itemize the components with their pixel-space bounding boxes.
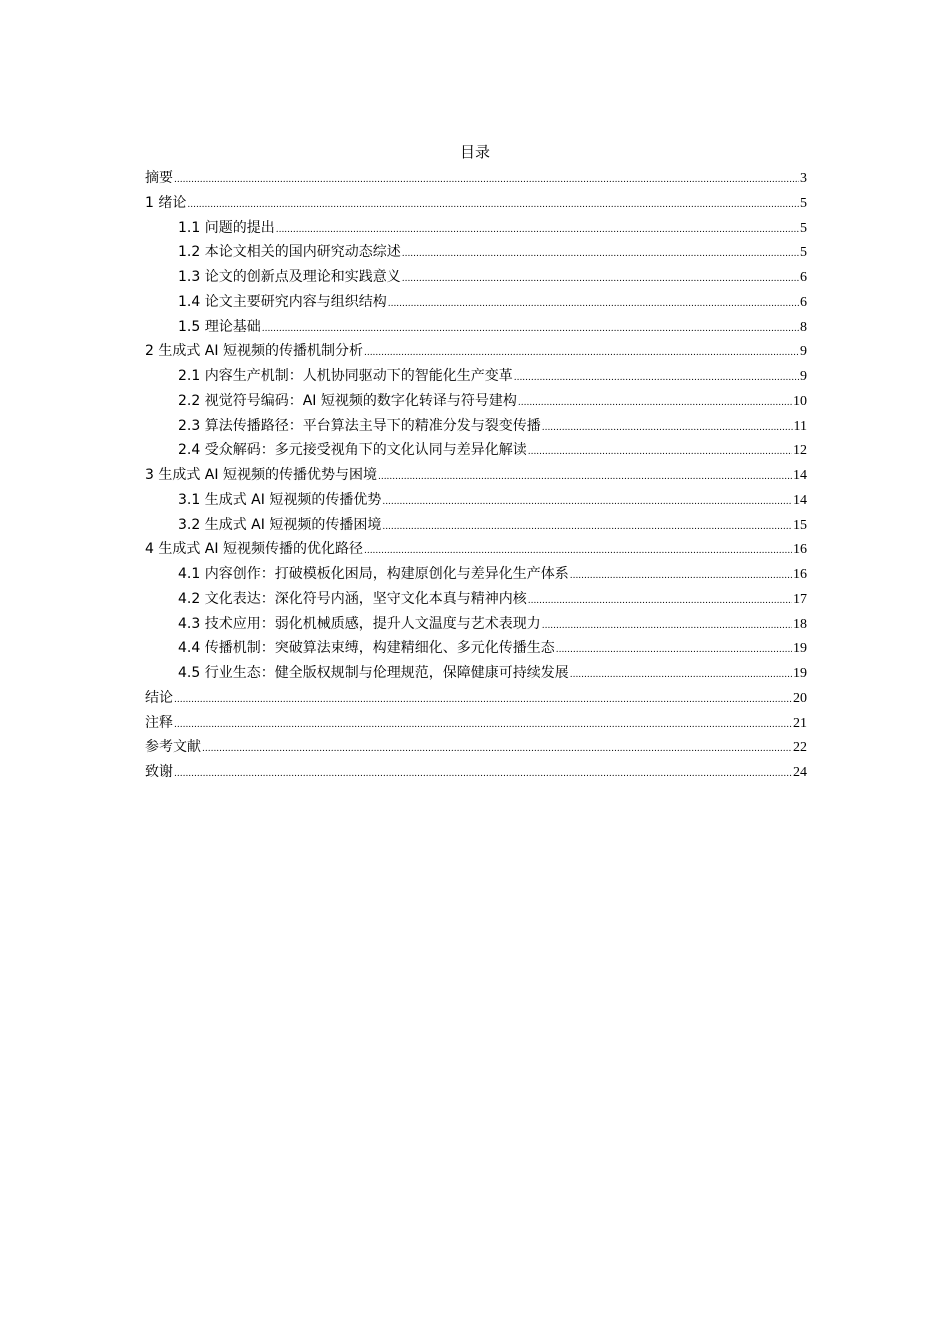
toc-entry-text: 2.1 内容生产机制：人机协同驱动下的智能化生产变革: [178, 368, 513, 384]
toc-dot-leader: [542, 416, 793, 441]
toc-dot-leader: [174, 713, 792, 738]
toc-dot-leader: [514, 366, 799, 391]
toc-entry[interactable]: [145, 686, 807, 711]
toc-entry[interactable]: [145, 216, 807, 241]
toc-dot-leader: [388, 292, 799, 317]
toc-entry[interactable]: [145, 438, 807, 463]
toc-dot-leader: [262, 317, 799, 342]
toc-page-number: 17: [793, 591, 807, 607]
toc-entry-text: 3.1 生成式 AI 短视频的传播优势: [178, 491, 382, 508]
toc-entry-text: 1.5 理论基础: [178, 318, 261, 335]
toc-page-number: 19: [793, 641, 807, 657]
toc-dot-leader: [556, 638, 792, 663]
toc-page-number: 14: [793, 468, 807, 483]
toc-entry-text: 1.1 问题的提出: [178, 219, 275, 236]
toc-page-number: 10: [793, 393, 807, 409]
toc-entry-text: 结论: [145, 689, 173, 706]
toc-entry[interactable]: [145, 265, 807, 290]
toc-page-number: 14: [793, 492, 807, 508]
toc-entry[interactable]: [145, 339, 807, 364]
toc-dot-leader: [518, 391, 792, 416]
toc-entry[interactable]: [145, 414, 807, 439]
toc-entry[interactable]: [145, 389, 807, 414]
toc-entry-text: 致谢: [145, 764, 173, 780]
toc-page-number: 15: [793, 517, 807, 533]
toc-entry-text: 1.3 论文的创新点及理论和实践意义: [178, 269, 401, 285]
toc-dot-leader: [382, 490, 792, 515]
toc-entry[interactable]: [145, 488, 807, 513]
toc-dot-leader: [570, 663, 792, 688]
toc-dot-leader: [570, 564, 792, 589]
toc-entry-text: 4.3 技术应用：弱化机械质感，提升人文温度与艺术表现力: [178, 615, 541, 632]
toc-entry-text: 摘要: [145, 170, 173, 186]
toc-title: 目录: [459, 143, 490, 161]
toc-page-number: 3: [800, 171, 807, 186]
toc-page-number: 5: [800, 195, 807, 211]
toc-dot-leader: [402, 267, 799, 292]
toc-page-number: 6: [800, 270, 807, 285]
toc-entry-text: 2 生成式 AI 短视频的传播机制分析: [145, 343, 363, 360]
toc-entry[interactable]: [145, 513, 807, 538]
toc-page-number: 8: [800, 319, 807, 335]
toc-entry-text: 4.1 内容创作：打破模板化困局，构建原创化与差异化生产体系: [178, 566, 569, 582]
toc-page-number: 18: [793, 616, 807, 632]
toc-entry[interactable]: [145, 166, 807, 191]
toc-entry-text: 1.2 本论文相关的国内研究动态综述: [178, 244, 401, 261]
toc-page-number: 5: [800, 220, 807, 236]
toc-entry[interactable]: [145, 290, 807, 315]
toc-page-number: 5: [800, 245, 807, 261]
toc-entry-text: 4.5 行业生态：健全版权规制与伦理规范，保障健康可持续发展: [178, 665, 569, 681]
toc-dot-leader: [187, 193, 799, 218]
toc-entry[interactable]: [145, 364, 807, 389]
toc-entry-text: 4.4 传播机制：突破算法束缚，构建精细化、多元化传播生态: [178, 640, 555, 657]
toc-dot-leader: [542, 614, 792, 639]
toc-page-number: 24: [793, 765, 807, 780]
toc-page-number: 20: [793, 690, 807, 706]
toc-entry-text: 参考文献: [145, 739, 201, 756]
toc-entry-text: 2.4 受众解码：多元接受视角下的文化认同与差异化解读: [178, 442, 527, 459]
toc-entry-text: 2.2 视觉符号编码：AI 短视频的数字化转译与符号建构: [178, 392, 517, 409]
toc-dot-leader: [174, 762, 792, 787]
toc-entry[interactable]: [145, 537, 807, 562]
toc-entry[interactable]: [145, 562, 807, 587]
toc-dot-leader: [174, 688, 792, 713]
toc-dot-leader: [528, 589, 792, 614]
toc-entry-text: 1.4 论文主要研究内容与组织结构: [178, 293, 387, 310]
toc-dot-leader: [382, 515, 792, 540]
toc-entry-text: 3.2 生成式 AI 短视频的传播困境: [178, 516, 382, 533]
toc-entry-text: 注释: [145, 714, 173, 731]
toc-page-number: 19: [793, 666, 807, 681]
toc-list: [145, 166, 807, 785]
toc-page-number: 22: [793, 740, 807, 756]
toc-entry[interactable]: [145, 661, 807, 686]
toc-entry[interactable]: [145, 315, 807, 340]
toc-dot-leader: [364, 539, 792, 564]
toc-entry[interactable]: [145, 240, 807, 265]
toc-entry-text: 3 生成式 AI 短视频的传播优势与困境: [145, 467, 377, 483]
toc-entry[interactable]: [145, 711, 807, 736]
toc-page-number: 6: [800, 294, 807, 310]
toc-page-number: 12: [793, 443, 807, 459]
toc-dot-leader: [276, 218, 799, 243]
toc-entry[interactable]: [145, 760, 807, 785]
toc-entry[interactable]: [145, 587, 807, 612]
toc-page-number: 11: [793, 418, 807, 434]
toc-entry-text: 4.2 文化表达：深化符号内涵，坚守文化本真与精神内核: [178, 590, 527, 607]
toc-entry[interactable]: [145, 612, 807, 637]
toc-entry[interactable]: [145, 463, 807, 488]
toc-page-number: 16: [793, 542, 807, 558]
toc-entry[interactable]: [145, 191, 807, 216]
toc-dot-leader: [202, 737, 792, 762]
toc-entry[interactable]: [145, 735, 807, 760]
toc-entry-text: 4 生成式 AI 短视频传播的优化路径: [145, 541, 363, 558]
toc-page-number: 9: [800, 369, 807, 384]
toc-entry[interactable]: [145, 636, 807, 661]
toc-page-number: 21: [793, 715, 807, 731]
toc-dot-leader: [378, 465, 792, 490]
toc-dot-leader: [174, 168, 799, 193]
toc-dot-leader: [528, 440, 792, 465]
toc-page-number: 16: [793, 567, 807, 582]
toc-entry-text: 1 绪论: [145, 194, 187, 211]
toc-page-number: 9: [800, 344, 807, 360]
toc-entry-text: 2.3 算法传播路径：平台算法主导下的精准分发与裂变传播: [178, 417, 541, 434]
toc-dot-leader: [364, 341, 799, 366]
toc-dot-leader: [402, 242, 799, 267]
